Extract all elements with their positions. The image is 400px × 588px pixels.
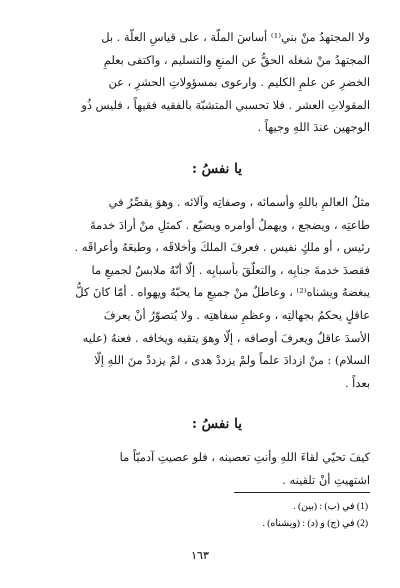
section-heading-1: يا نفسُ : xyxy=(191,160,242,177)
footnote-separator xyxy=(234,492,370,493)
footnote-2: (2) في (ج) و (د) : (ويشناه) . xyxy=(262,519,368,529)
text-line: يبغضهُ ويشناه⁽²⁾ ، وعاطلٌ منْ جميعِ ما يحبّهُ ويهواه . أمّا كانَ كلُّ xyxy=(75,285,370,300)
paragraph-3 xyxy=(30,446,370,491)
paragraph-2 xyxy=(30,191,370,394)
text-line: ولا المجتهدُ منْ بني⁽¹⁾ أساسَ الملّة ، على قياسِ العلّة . بل xyxy=(101,30,370,44)
footnotes xyxy=(262,499,368,533)
footnote-1: (1) في (ب) : (بين) . xyxy=(293,502,368,512)
text-line: المجتهدُ منْ شغله الحقُّ عن المنعِ والتسليم ، واكتفى بعلمِ xyxy=(103,52,370,67)
paragraph-1 xyxy=(30,26,370,139)
text-line: الوجهين عندَ اللهِ وجيهاً . xyxy=(257,120,370,135)
text-line: عاقلٍ يحكمُ بجهالتِه ، وعظمِ سفاهتِه . ولا يُتصوّرُ أنْ يعرفَ xyxy=(103,307,370,322)
section-heading-2: يا نفسُ : xyxy=(191,416,242,433)
page-number: ١٦٣ xyxy=(191,549,209,562)
text-line: اشتهيتِ أنْ تلقينه . xyxy=(282,472,370,487)
text-line: المقولاتِ العشر . فلا تحسبي المتشبّهَ بالفقيه فقيهاً ، فليس ذُو xyxy=(81,97,370,112)
text-line: فقصدَ خدمةَ جنابِه ، والتعلّقَ بأسبابِه . إلّا أنّهُ ملابسٌ لجميعِ ما xyxy=(91,262,370,277)
text-line: رئيس ، أو ملكٍ نفيس . فعرفَ الملكَ وأخلاقَه ، وطبعَهُ وأعراقَه . xyxy=(74,240,370,255)
text-line: الأسدَ عاقلٌ ويعرفَ أوصافه ، إلّا وهوَ يتقيه ويخافه . فعنهُ (عليه xyxy=(82,330,370,345)
text-line: طاعتِه ، ويضجع ، ويهملُ أوامره ويضيّع . كمثلِ منْ أرادَ خدمةَ xyxy=(90,217,370,232)
text-line: الخضرِ عن علمِ الكليم . وارعوى بمسؤولاتِ الحشرِ ، عن xyxy=(108,75,370,90)
text-line: بعداً . xyxy=(344,375,370,390)
text-line: مثلُ العالمِ باللهِ وأسمائه ، وصفاتِه وآلائه . وهوَ يقصِّرُ في xyxy=(108,194,370,209)
text-line: كيفَ تحيّي لقاءَ اللهِ وأنتِ تعصينه ، فلو عصيتِ آدميّاً ما xyxy=(119,450,370,465)
text-line: السلام) : منْ ازدادَ علماً ولمْ يزددْ هدى ، لمْ يزددْ منَ اللهِ إلّا xyxy=(94,353,370,368)
